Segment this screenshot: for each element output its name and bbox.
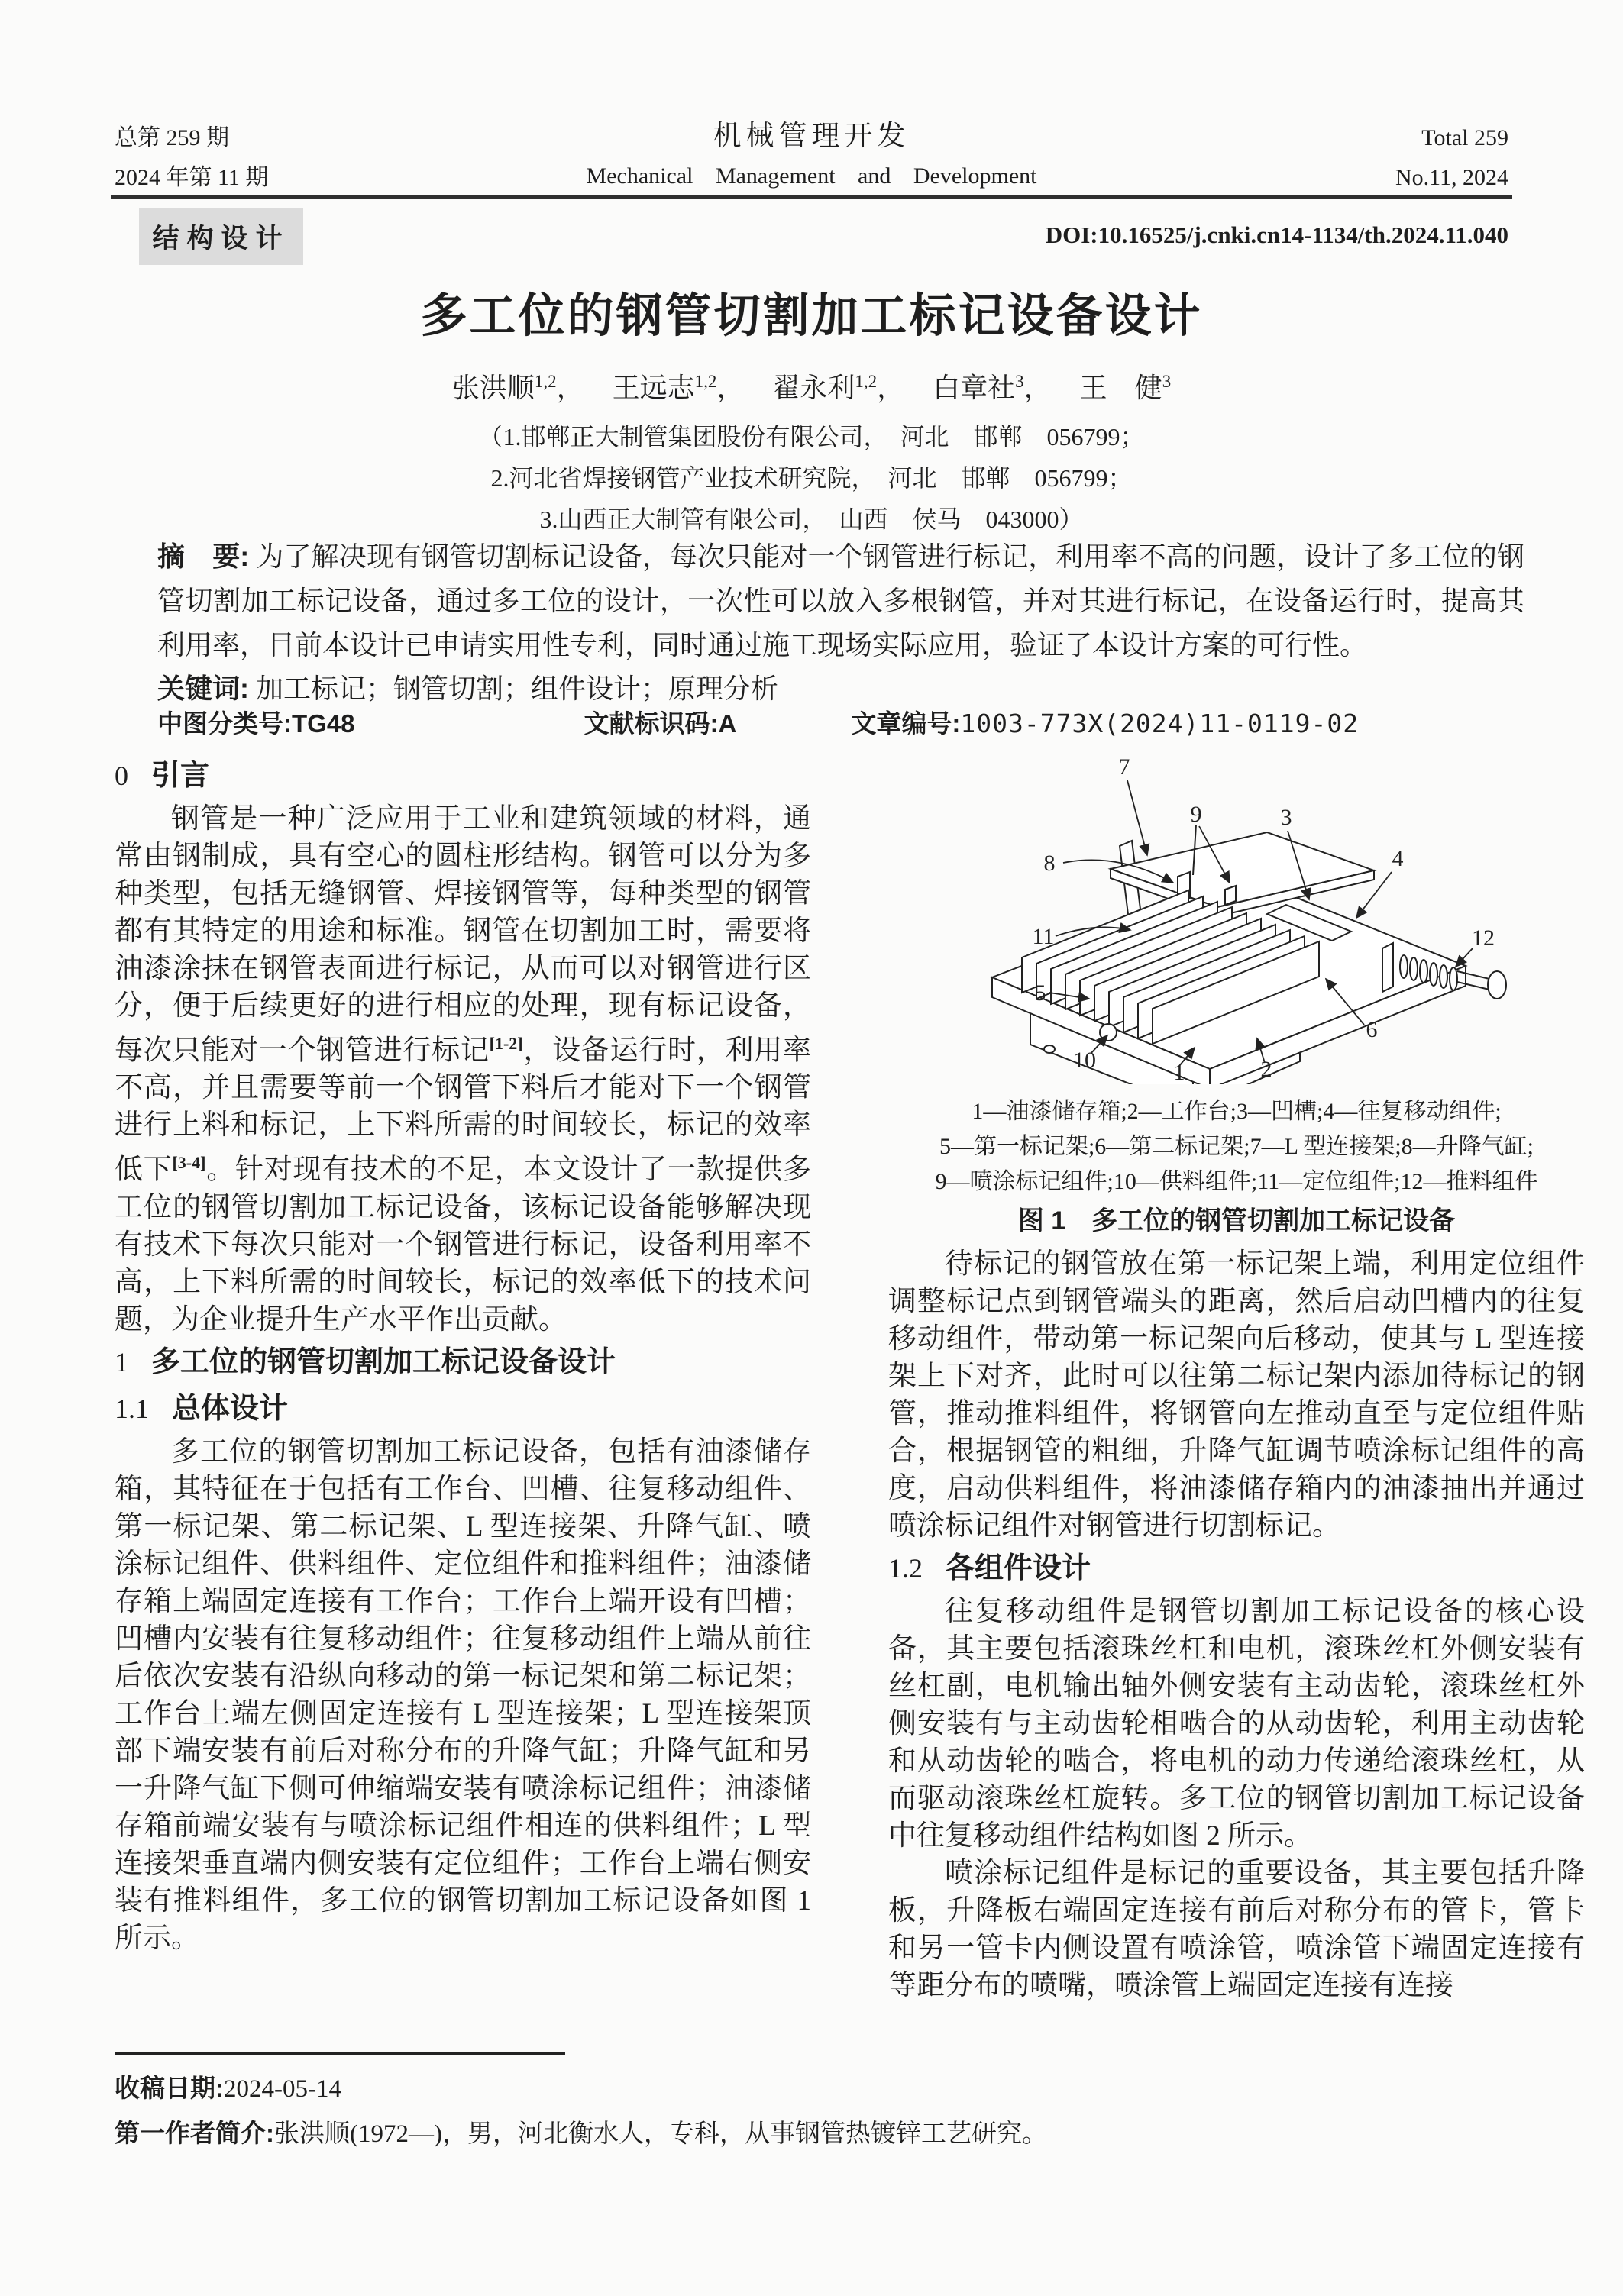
author-name: 王远志 — [612, 373, 695, 403]
column-tag: 结构设计 — [139, 208, 303, 265]
header-issue-total-cn: 总第 259 期 — [115, 125, 229, 150]
intro-text-2: ，设备运行时，利用率不高，并且需要等前一个钢管下料后才能对下一个钢管进行上料和标记，上下料所需的时间较长，标记的效率低下 — [115, 1035, 812, 1186]
figure-callout-3: 3 — [1280, 805, 1292, 830]
pusher-spring — [1420, 960, 1427, 983]
figure-callout-8: 8 — [1043, 851, 1056, 876]
received-date-value: 2024-05-14 — [224, 2075, 341, 2103]
section-number: 1.1 — [115, 1393, 149, 1424]
journal-title-en: Mechanical Management and Development — [586, 163, 1037, 189]
figure-callout-12: 12 — [1472, 925, 1495, 951]
pusher-spring — [1450, 967, 1457, 990]
figure-callout-2: 2 — [1260, 1057, 1272, 1082]
overall-design-paragraph: 多工位的钢管切割加工标记设备，包括有油漆储存箱，其特征在于包括有工作台、凹槽、往复移动组件、第一标记架、第二标记架、L 型连接架、升降气缸、喷涂标记组件、供料组件、定位组件和推料组件；油漆储存箱上端固定连接有工作台；工作台上端开设有凹槽；凹槽内安装有往复移动组件；往复移动组件上端从前往后依次安装有沿纵向移动的第一标记架和第二标记架；工作台上端左侧固定连接有 L 型连接架；L 型连接架顶部下端安装有前后对称分布的升降气缸；升降气缸和另一升降气缸下侧可伸缩端安装有喷涂标记组件；油漆储存箱前端安装有与喷涂标记组件相连的供料组件；L 型连接架垂直端内侧安装有定位组件；工作台上端右侧安装有推料组件，多工位的钢管切割加工标记设备如图 1 所示。 — [115, 1435, 811, 1954]
author-line — [0, 367, 1623, 405]
clc-value: TG48 — [292, 709, 355, 738]
paper-title: 多工位的钢管切割加工标记设备设计 — [420, 289, 1203, 341]
doc-code-label: 文献标识码: — [584, 709, 719, 738]
author-separator: ， — [556, 373, 584, 403]
section-heading-1 — [115, 1340, 811, 1385]
device-body — [992, 825, 1506, 1084]
right-column — [888, 748, 1585, 2004]
figure-callout-5: 5 — [1034, 980, 1046, 1006]
header-issue-total-en: Total 259 — [1421, 125, 1508, 150]
pusher-spring — [1440, 965, 1447, 988]
author-affmark: 3 — [1162, 372, 1172, 391]
citation-ref-2: [3-4] — [172, 1153, 206, 1173]
header-issue-no-en: No.11, 2024 — [1395, 165, 1508, 190]
left-column — [115, 752, 811, 1957]
feeder-pump — [1100, 1024, 1117, 1041]
article-id-item — [851, 704, 1359, 740]
header-issue-block-en — [1395, 118, 1508, 198]
affiliation-block — [0, 416, 1623, 540]
figure-1-drawing — [927, 748, 1546, 1084]
figure-1-legend — [888, 1094, 1585, 1200]
first-author-bio-line — [115, 2111, 1524, 2156]
figure-1-caption: 图 1 多工位的钢管切割加工标记设备 — [1017, 1206, 1456, 1235]
clc-label: 中图分类号: — [157, 709, 292, 738]
section-number: 1 — [115, 1346, 128, 1377]
pusher-spring — [1430, 963, 1437, 986]
section-heading-1-2 — [888, 1546, 1585, 1591]
author-name: 王 健 — [1079, 373, 1162, 403]
citation-ref-1: [1-2] — [489, 1034, 523, 1053]
keywords-block — [157, 667, 1524, 706]
abstract-block — [157, 534, 1524, 667]
legend-line: 1—油漆储存箱;2—工作台;3—凹槽;4—往复移动组件; — [972, 1099, 1502, 1124]
affiliation-line: 2.河北省焊接钢管产业技术研究院， 河北 邯郸 056799； — [490, 464, 1133, 492]
author-affmark: 1,2 — [694, 372, 717, 391]
author-separator: ， — [877, 373, 905, 403]
pusher-spring — [1400, 955, 1408, 978]
operation-paragraph: 待标记的钢管放在第一标记架上端，利用定位组件调整标记点到钢管端头的距离，然后启动凹槽内的往复移动组件，带动第一标记架向后移动，使其与 L 型连接架上下对齐，此时可以往第二标记架内添加待标记的钢管，推动推料组件，将钢管向左推动直至与定位组件贴合，根据钢管的粗细，升降气缸调节喷涂标记组件的高度，启动供料组件，将油漆储存箱内的油漆抽出并通过喷涂标记组件对钢管进行切割标记。 — [888, 1248, 1585, 1542]
figure-callout-7: 7 — [1118, 754, 1130, 780]
received-date-line — [115, 2066, 1524, 2111]
figure-callout-10: 10 — [1073, 1048, 1096, 1073]
l-frame-top — [1111, 832, 1374, 907]
section-heading-1-1 — [115, 1387, 811, 1432]
figure-callout-9: 9 — [1190, 802, 1202, 827]
clc-item — [157, 704, 355, 740]
header-journal-block — [0, 116, 1623, 195]
doc-code-value: A — [718, 709, 737, 738]
section-number: 1.2 — [888, 1553, 923, 1584]
pusher-plate — [1382, 943, 1393, 992]
author-separator: ， — [1023, 373, 1052, 403]
article-id-value: 1003-773X(2024)11-0119-02 — [960, 709, 1360, 738]
article-id-label: 文章编号: — [851, 709, 961, 738]
section-number: 0 — [115, 760, 128, 791]
figure-callout-1: 1 — [1173, 1060, 1185, 1084]
header-issue-date-cn: 2024 年第 11 期 — [115, 165, 269, 190]
section-heading-0 — [115, 754, 811, 799]
footnote-rule — [115, 2052, 565, 2055]
doi: DOI:10.16525/j.cnki.cn14-1134/th.2024.11.040 — [1045, 221, 1508, 248]
received-date-label: 收稿日期: — [115, 2074, 224, 2102]
section-title: 各组件设计 — [946, 1552, 1091, 1584]
affiliation-line: 3.山西正大制管有限公司， 山西 侯马 043000） — [539, 505, 1084, 533]
figure-callout-6: 6 — [1366, 1017, 1378, 1042]
meta-row — [157, 704, 1524, 740]
section-title: 引言 — [151, 760, 210, 792]
intro-text-1: 钢管是一种广泛应用于工业和建筑领域的材料，通常由钢制成，具有空心的圆柱形结构。钢管可以分为多种类型，包括无缝钢管、焊接钢管等，每种类型的钢管都有其特定的用途和标准。钢管在切割加工时，需要将油漆涂抹在钢管表面进行标记，从而可以对钢管进行区分，便于后续更好的进行相应的处理，现有标记设备，每次只能对一个钢管进行标记 — [115, 803, 811, 1067]
abstract-label: 摘 要: — [157, 541, 250, 572]
keywords-label: 关键词: — [157, 673, 249, 704]
affiliation-line: （1.邯郸正大制管集团股份有限公司， 河北 邯郸 056799； — [478, 423, 1145, 450]
first-author-bio-label: 第一作者简介: — [115, 2119, 274, 2147]
author-name: 白章社 — [933, 373, 1016, 403]
author-name: 张洪顺 — [451, 373, 535, 403]
legend-line: 5—第一标记架;6—第二标记架;7—L 型连接架;8—升降气缸; — [939, 1134, 1534, 1159]
pusher-spring — [1410, 957, 1418, 980]
footnote-block — [115, 2052, 1524, 2156]
section-title: 总体设计 — [172, 1392, 289, 1425]
author-name: 翟永利 — [772, 373, 855, 403]
component-paragraph-2: 喷涂标记组件是标记的重要设备，其主要包括升降板，升降板右端固定连接有前后对称分布的管卡，管卡和另一管卡内侧设置有喷涂管，喷涂管下端固定连接有等距分布的喷嘴，喷涂管上端固定连接有连接 — [888, 1858, 1585, 2001]
intro-paragraph — [115, 800, 811, 1339]
component-paragraph-1: 往复移动组件是钢管切割加工标记设备的核心设备，其主要包括滚珠丝杠和电机，滚珠丝杠外侧安装有丝杠副，电机输出轴外侧安装有主动齿轮，滚珠丝杠外侧安装有与主动齿轮相啮合的从动齿轮，利用主动齿轮和从动齿轮的啮合，将电机的动力传递给滚珠丝杠，从而驱动滚珠丝杠旋转。多工位的钢管切割加工标记设备中往复移动组件结构如图 2 所示。 — [888, 1596, 1585, 1852]
pusher-knob — [1488, 971, 1506, 999]
journal-title-cn: 机械管理开发 — [713, 121, 910, 152]
header-double-rule — [111, 195, 1512, 199]
figure-callout-11: 11 — [1032, 924, 1055, 949]
figure-callout-4: 4 — [1392, 846, 1404, 871]
tank-foot — [1044, 1045, 1055, 1053]
first-author-bio-value: 张洪顺(1972—)，男，河北衡水人，专科，从事钢管热镀锌工艺研究。 — [274, 2120, 1047, 2148]
author-affmark: 1,2 — [534, 372, 557, 391]
author-affmark: 3 — [1015, 372, 1024, 391]
keywords-text: 加工标记；钢管切割；组件设计；原理分析 — [256, 673, 779, 704]
section-title: 多工位的钢管切割加工标记设备设计 — [151, 1345, 616, 1378]
legend-line: 9—喷涂标记组件;10—供料组件;11—定位组件;12—推料组件 — [935, 1169, 1538, 1194]
abstract-text: 为了解决现有钢管切割标记设备，每次只能对一个钢管进行标记，利用率不高的问题，设计了多工位的钢管切割加工标记设备，通过多工位的设计，一次性可以放入多根钢管，并对其进行标记，在设备运行时，提高其利用率，目前本设计已申请实用性专利，同时通过施工现场实际应用，验证了本设计方案的可行性。 — [157, 541, 1524, 660]
figure-1 — [888, 748, 1585, 1242]
spray-nozzle-block — [1225, 886, 1236, 905]
author-affmark: 1,2 — [855, 372, 878, 391]
intro-text-3: 。针对现有技术的不足，本文设计了一款提供多工位的钢管切割加工标记设备，该标记设备能够解决现有技术下每次只能对一个钢管进行标记，设备利用率不高，上下料所需的时间较长，标记的效率低下的技术问题，为企业提升生产水平作出贡献。 — [115, 1154, 812, 1335]
author-separator: ， — [716, 373, 745, 403]
doc-code-item — [584, 704, 737, 740]
